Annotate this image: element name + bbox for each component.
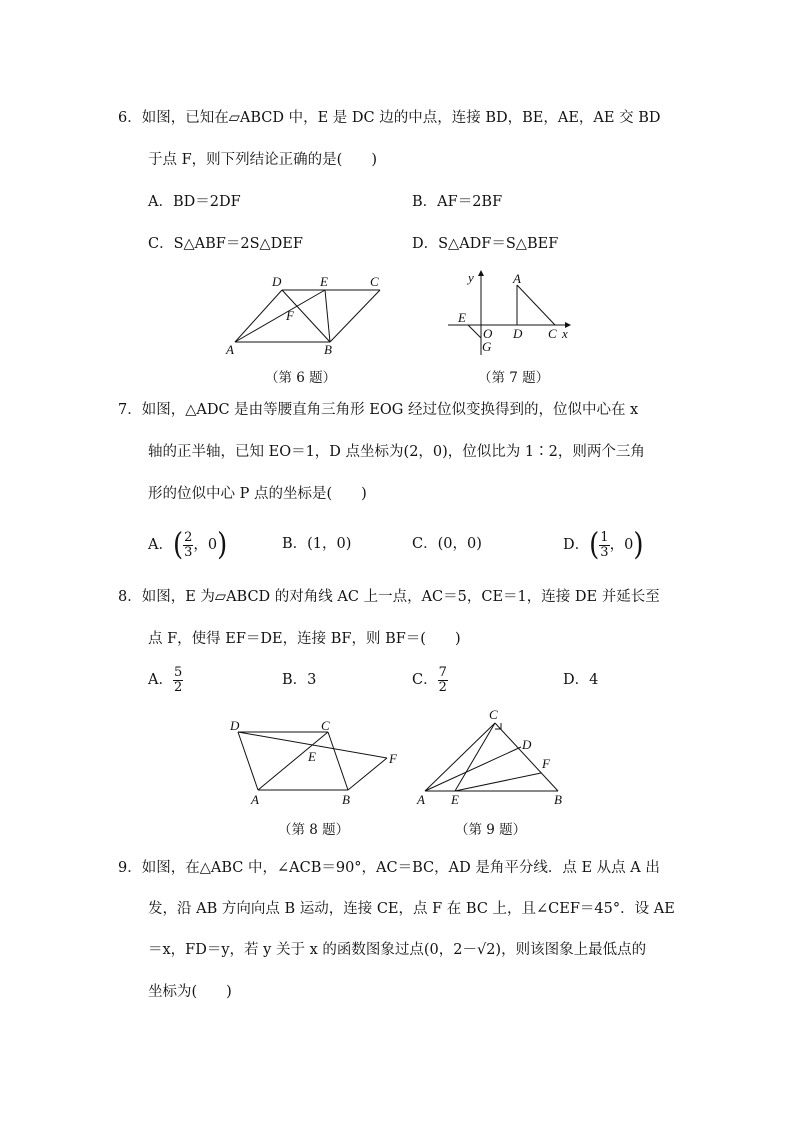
q6-label-f: F — [286, 308, 294, 323]
q8-option-b: B．3 — [282, 672, 317, 688]
q7-text-line3: 形的位似中心 P 点的坐标是( ) — [148, 486, 367, 502]
q7-label-y: y — [468, 270, 474, 285]
q9-label-b: B — [554, 792, 562, 807]
q6-text-line2: 于点 F，则下列结论正确的是( ) — [148, 152, 377, 168]
q6-label-b: B — [324, 342, 332, 357]
q6-option-d: D．S△ADF＝S△BEF — [412, 236, 559, 252]
q6-label-e: E — [320, 274, 328, 289]
q9-label-f: F — [542, 756, 550, 771]
q9-caption: （第 9 题） — [455, 822, 527, 838]
q9-text-line1: 9．如图，在△ABC 中，∠ACB＝90°，AC＝BC，AD 是角平分线．点 E 从点 A 出 — [118, 860, 660, 876]
q7-label-a: A — [513, 271, 521, 286]
q8-text-line2: 点 F，使得 EF＝DE，连接 BF，则 BF＝( ) — [148, 631, 461, 647]
q6-option-c: C．S△ABF＝2S△DEF — [148, 236, 303, 252]
q7-text-line2: 轴的正半轴，已知 EO＝1，D 点坐标为(2，0)，位似比为 1∶2，则两个三角 — [148, 444, 645, 460]
q8-label-f: F — [389, 751, 397, 766]
q8-text-line1: 8．如图，E 为▱ABCD 的对角线 AC 上一点，AC＝5，CE＝1，连接 DE 并延长至 — [118, 589, 660, 605]
q7-option-b: B．(1，0) — [282, 536, 352, 552]
q9-triangle-figure — [415, 705, 575, 815]
q8-option-c-prefix: C． — [412, 672, 438, 688]
q8-option-a — [148, 660, 183, 700]
q8-option-c-fraction: $\frac{7}{2}$ — [438, 664, 447, 695]
q9-label-c: C — [489, 707, 498, 722]
q7-option-a-tail: ，0 — [193, 537, 218, 553]
q6-parallelogram-figure — [220, 270, 390, 360]
q8-option-c — [412, 660, 448, 700]
q9-text-line4: 坐标为( ) — [148, 984, 232, 1000]
q7-option-a: A． ( $\frac{2}{3}$ ，0 ) — [148, 527, 228, 563]
q6-text-line1: 6．如图，已知在▱ABCD 中，E 是 DC 边的中点，连接 BD，BE，AE，AE 交 BD — [118, 110, 661, 126]
q7-label-x: x — [562, 326, 568, 341]
q8-option-a-fraction: $\frac{5}{2}$ — [173, 664, 183, 695]
q8-option-a-prefix: A． — [148, 672, 173, 688]
q8-option-d: D．4 — [563, 672, 599, 688]
q6-option-a: A．BD＝2DF — [148, 194, 241, 210]
q6-option-b: B．AF＝2BF — [412, 194, 503, 210]
q6-label-a: A — [226, 342, 234, 357]
q7-option-d-fraction: $\frac{1}{3}$ — [600, 529, 609, 560]
q6-caption: （第 6 题） — [265, 370, 337, 386]
q7-label-c: C — [548, 326, 557, 341]
q8-label-d: D — [230, 718, 240, 733]
q7-option-c: C．(0，0) — [412, 536, 482, 552]
q9-text-line2: 发，沿 AB 方向向点 B 运动，连接 CE，点 F 在 BC 上，且∠CEF＝45°．设 AE — [148, 901, 675, 917]
q8-caption: （第 8 题） — [278, 822, 350, 838]
q7-caption: （第 7 题） — [478, 370, 550, 386]
q9-text-line3: ＝x，FD＝y，若 y 关于 x 的函数图象过点(0，2－√2)，则该图象上最低点的 — [148, 942, 647, 958]
q9-label-e: E — [451, 792, 459, 807]
q7-label-e: E — [458, 310, 466, 325]
q8-parallelogram-figure — [225, 718, 405, 813]
q7-text-line1: 7．如图，△ADC 是由等腰直角三角形 EOG 经过位似变换得到的，位似中心在 x — [118, 402, 639, 418]
q8-label-c: C — [321, 718, 330, 733]
q9-label-a: A — [417, 792, 425, 807]
q7-option-d: D． ( $\frac{1}{3}$ ，0 ) — [563, 527, 644, 563]
q7-label-d: D — [513, 326, 523, 341]
q8-label-a: A — [251, 792, 259, 807]
q7-option-a-fraction: $\frac{2}{3}$ — [184, 529, 193, 560]
q6-label-d: D — [272, 274, 282, 289]
q7-option-a-prefix: A． — [148, 537, 173, 553]
q8-label-e: E — [308, 749, 316, 764]
q7-label-o: O — [483, 326, 493, 341]
q8-label-b: B — [342, 792, 350, 807]
q7-option-d-prefix: D． — [563, 537, 590, 553]
q7-label-g: G — [482, 339, 492, 354]
q7-option-d-tail: ，0 — [609, 537, 634, 553]
q9-label-d: D — [522, 737, 532, 752]
q7-coordinate-figure — [440, 265, 580, 360]
q6-label-c: C — [370, 274, 379, 289]
